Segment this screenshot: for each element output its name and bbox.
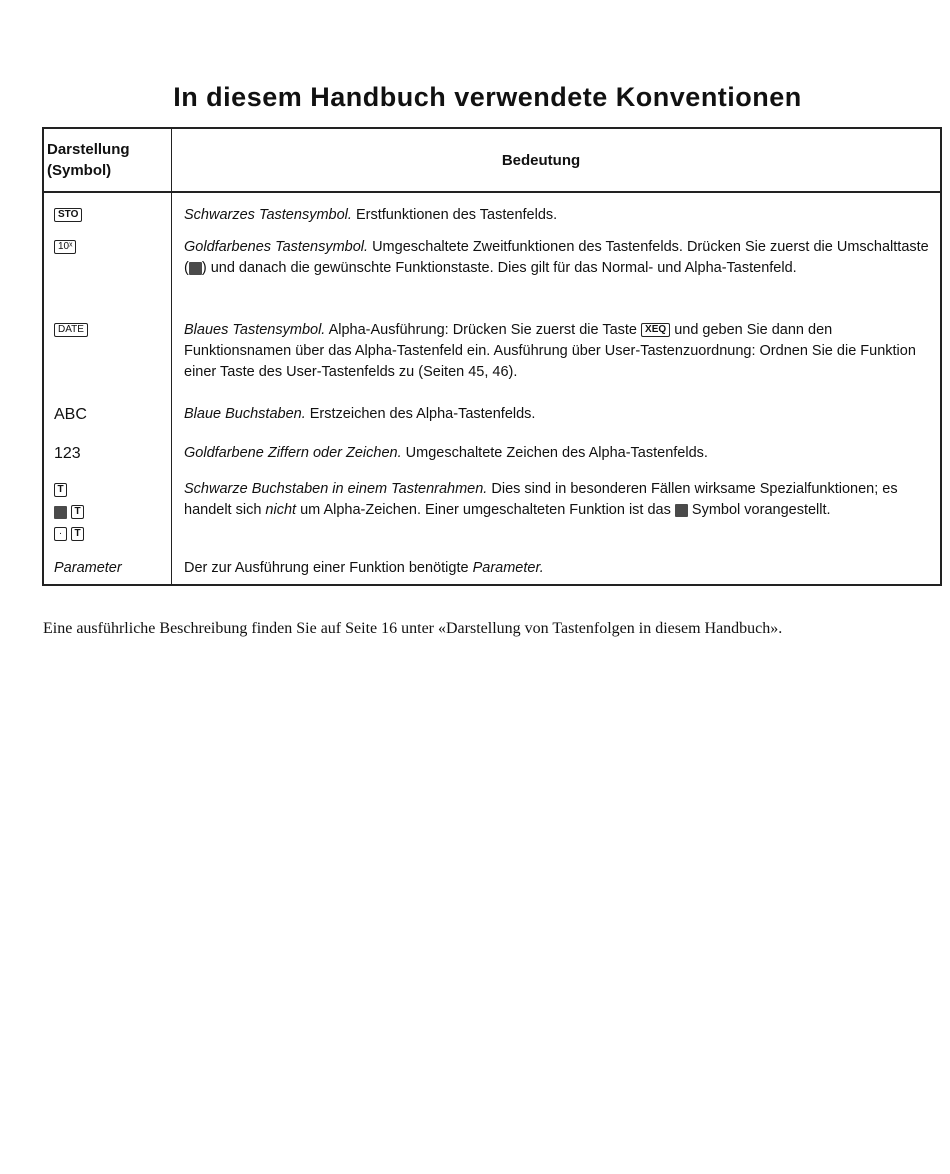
abc-symbol: ABC: [54, 406, 87, 423]
symbol-cell: [43, 192, 172, 233]
table-row: [43, 557, 941, 585]
t-key-symbol: T: [54, 483, 67, 497]
ten-power-x-key-symbol: 10ˣ: [54, 240, 76, 254]
conventions-table: [42, 127, 942, 586]
symbol-cell: [43, 400, 172, 438]
symbol-cell: [43, 475, 172, 557]
parameter-symbol: Parameter: [54, 560, 122, 576]
shift-key-icon: [189, 262, 202, 275]
xeq-key-symbol: XEQ: [641, 323, 670, 337]
column-header-symbol-line1: Darstellung: [47, 141, 130, 158]
meaning-text-part1: Umgeschaltete Zweitfunktionen des Tastenfelds. Drücken Sie zuerst die Umschalttaste (: [184, 239, 929, 276]
meaning-text: Umgeschaltete Zeichen des Alpha-Tastenfelds.: [405, 445, 708, 461]
shift-key-icon: [675, 504, 688, 517]
meaning-text-part1: Alpha-Ausführung: Drücken Sie zuerst die Taste: [328, 322, 637, 338]
meaning-term: Blaue Buchstaben.: [184, 406, 306, 422]
symbol-cell: [43, 233, 172, 317]
meaning-term: Schwarzes Tastensymbol.: [184, 207, 352, 223]
meaning-text-part1: Dies sind in besonderen Fällen wirksame Spezialfunktionen; es handelt sich: [184, 481, 898, 518]
symbol-cell: [43, 317, 172, 400]
meaning-text: Der zur Ausführung einer Funktion benötigte: [184, 560, 469, 576]
meaning-term: Goldfarbene Ziffern oder Zeichen.: [184, 445, 402, 461]
meaning-cell: [172, 557, 942, 585]
page-title: In diesem Handbuch verwendete Konventionen: [173, 82, 802, 112]
t-key-symbol: T: [71, 527, 84, 541]
symbol-line-dot: [54, 523, 171, 545]
sto-key-symbol: STO: [54, 208, 82, 222]
meaning-emphasis: nicht: [265, 502, 297, 518]
column-header-symbol-line2: (Symbol): [47, 162, 112, 179]
meaning-term: Parameter.: [472, 560, 544, 576]
table-row: [43, 233, 941, 317]
date-key-symbol: DATE: [54, 323, 88, 337]
meaning-text-part2: ) und danach die gewünschte Funktionstaste. Dies gilt für das Normal- und Alpha-Tastenfeld.: [201, 260, 797, 276]
table-header-row: [43, 128, 941, 192]
meaning-term: Schwarze Buchstaben in einem Tastenrahmen.: [184, 481, 488, 497]
meaning-cell: [172, 475, 942, 557]
meaning-term: Goldfarbenes Tastensymbol.: [184, 239, 369, 255]
meaning-text: Erstzeichen des Alpha-Tastenfelds.: [309, 406, 536, 422]
table-row: [43, 400, 941, 438]
meaning-text: Erstfunktionen des Tastenfelds.: [355, 207, 558, 223]
meaning-cell: [172, 233, 942, 317]
symbol-cell: [43, 438, 172, 475]
table-row: [43, 317, 941, 400]
table-row: [43, 192, 941, 233]
shift-key-icon: [54, 506, 67, 519]
t-key-symbol: T: [71, 505, 84, 519]
digits-symbol: 123: [54, 445, 81, 462]
dot-key-symbol: ·: [54, 527, 67, 541]
meaning-text-part2: um Alpha-Zeichen. Einer umgeschalteten Funktion ist das: [300, 502, 671, 518]
meaning-text-part3: Symbol vorangestellt.: [691, 502, 831, 518]
symbol-line-plain: [54, 479, 171, 501]
meaning-term: Blaues Tastensymbol.: [184, 322, 326, 338]
meaning-cell: [172, 192, 942, 233]
table-row: [43, 475, 941, 557]
meaning-cell: [172, 317, 942, 400]
column-header-symbol: [43, 128, 172, 192]
symbol-cell: [43, 557, 172, 585]
symbol-line-shifted: [54, 501, 171, 523]
footnote: Eine ausführliche Beschreibung finden Sie auf Seite 16 unter «Darstellung von Tastenfolgen in diesem Handbuch».: [43, 620, 783, 637]
table-row: [43, 438, 941, 475]
meaning-text-part2: und geben Sie dann den Funktionsnamen über das Alpha-Tastenfeld ein. Ausführung über User-Tastenzuordnung: Ordnen Sie die Funktion einer Taste des User-Tastenfelds zu (Seiten 45, 46).: [184, 322, 916, 380]
column-header-meaning: Bedeutung: [172, 128, 942, 192]
meaning-cell: [172, 438, 942, 475]
meaning-cell: [172, 400, 942, 438]
